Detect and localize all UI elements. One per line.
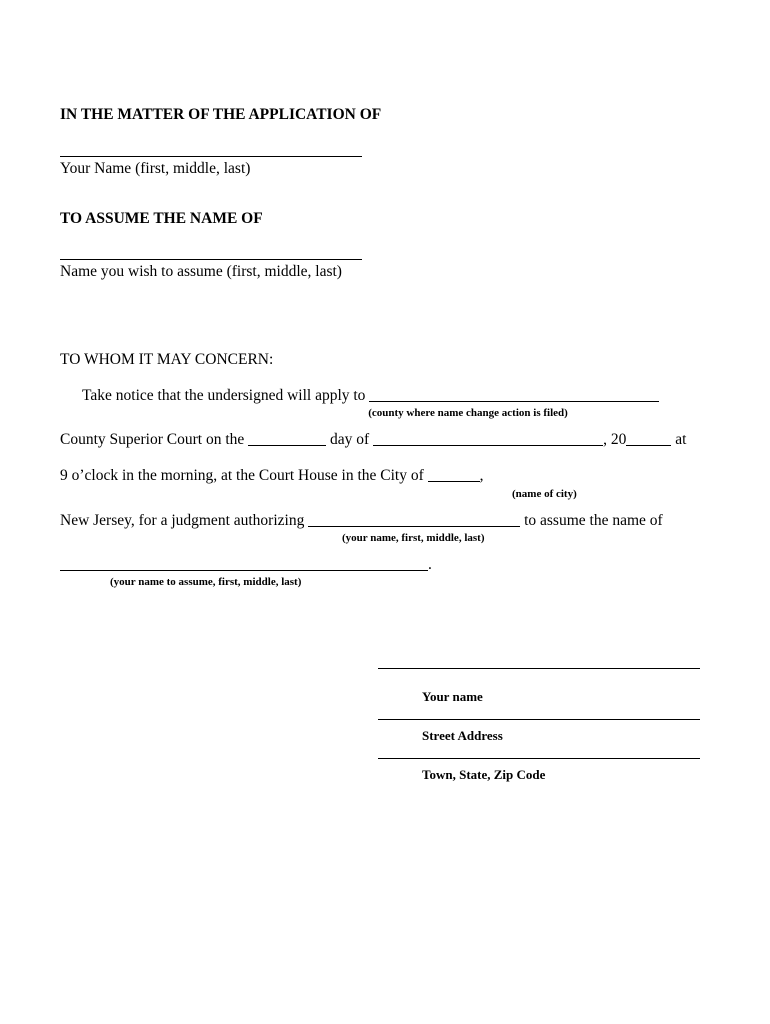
line2-part1: County Superior Court on the bbox=[60, 431, 249, 448]
line4-part2: to assume the name of bbox=[520, 512, 663, 529]
day-blank[interactable] bbox=[248, 433, 326, 446]
line5-period: . bbox=[428, 556, 432, 573]
county-blank[interactable] bbox=[369, 389, 659, 402]
city-blank[interactable] bbox=[428, 469, 480, 482]
body-line-5 bbox=[60, 556, 432, 574]
line1-text: Take notice that the undersigned will apply to bbox=[82, 387, 370, 404]
body-line-2 bbox=[60, 431, 686, 449]
signature-street-line[interactable] bbox=[378, 719, 700, 720]
body-line-3 bbox=[60, 467, 484, 485]
your-name-label: Your Name (first, middle, last) bbox=[60, 160, 251, 177]
application-heading: IN THE MATTER OF THE APPLICATION OF bbox=[60, 106, 382, 123]
line2-part4: at bbox=[671, 431, 687, 448]
line3-comma: , bbox=[479, 467, 484, 484]
signature-name-label: Your name bbox=[422, 689, 483, 704]
assumed-name-caption: (your name to assume, first, middle, last) bbox=[110, 576, 302, 588]
line3-text: 9 o’clock in the morning, at the Court House in the City of bbox=[60, 467, 428, 484]
signature-name-line[interactable] bbox=[378, 668, 700, 669]
line4-part1: New Jersey, for a judgment authorizing bbox=[60, 512, 309, 529]
authorizing-name-blank[interactable] bbox=[308, 514, 520, 527]
salutation: TO WHOM IT MAY CONCERN: bbox=[60, 351, 274, 368]
line2-part3: , 20 bbox=[603, 431, 627, 448]
city-caption: (name of city) bbox=[512, 488, 577, 500]
signature-town-line[interactable] bbox=[378, 758, 700, 759]
body-line-4 bbox=[60, 512, 663, 530]
signature-street-label: Street Address bbox=[422, 728, 503, 743]
assume-heading: TO ASSUME THE NAME OF bbox=[60, 210, 263, 227]
county-caption: (county where name change action is filed) bbox=[368, 407, 568, 419]
body-line-1 bbox=[60, 387, 659, 405]
signature-town-label: Town, State, Zip Code bbox=[422, 767, 546, 782]
assumed-name-blank[interactable] bbox=[60, 558, 428, 571]
your-name-blank-line[interactable] bbox=[60, 156, 362, 157]
year-blank[interactable] bbox=[626, 433, 671, 446]
line2-part2: day of bbox=[326, 431, 374, 448]
month-blank[interactable] bbox=[373, 433, 603, 446]
authorizing-name-caption: (your name, first, middle, last) bbox=[342, 532, 485, 544]
assume-name-label: Name you wish to assume (first, middle, last) bbox=[60, 263, 342, 280]
assume-name-blank-line[interactable] bbox=[60, 259, 362, 260]
